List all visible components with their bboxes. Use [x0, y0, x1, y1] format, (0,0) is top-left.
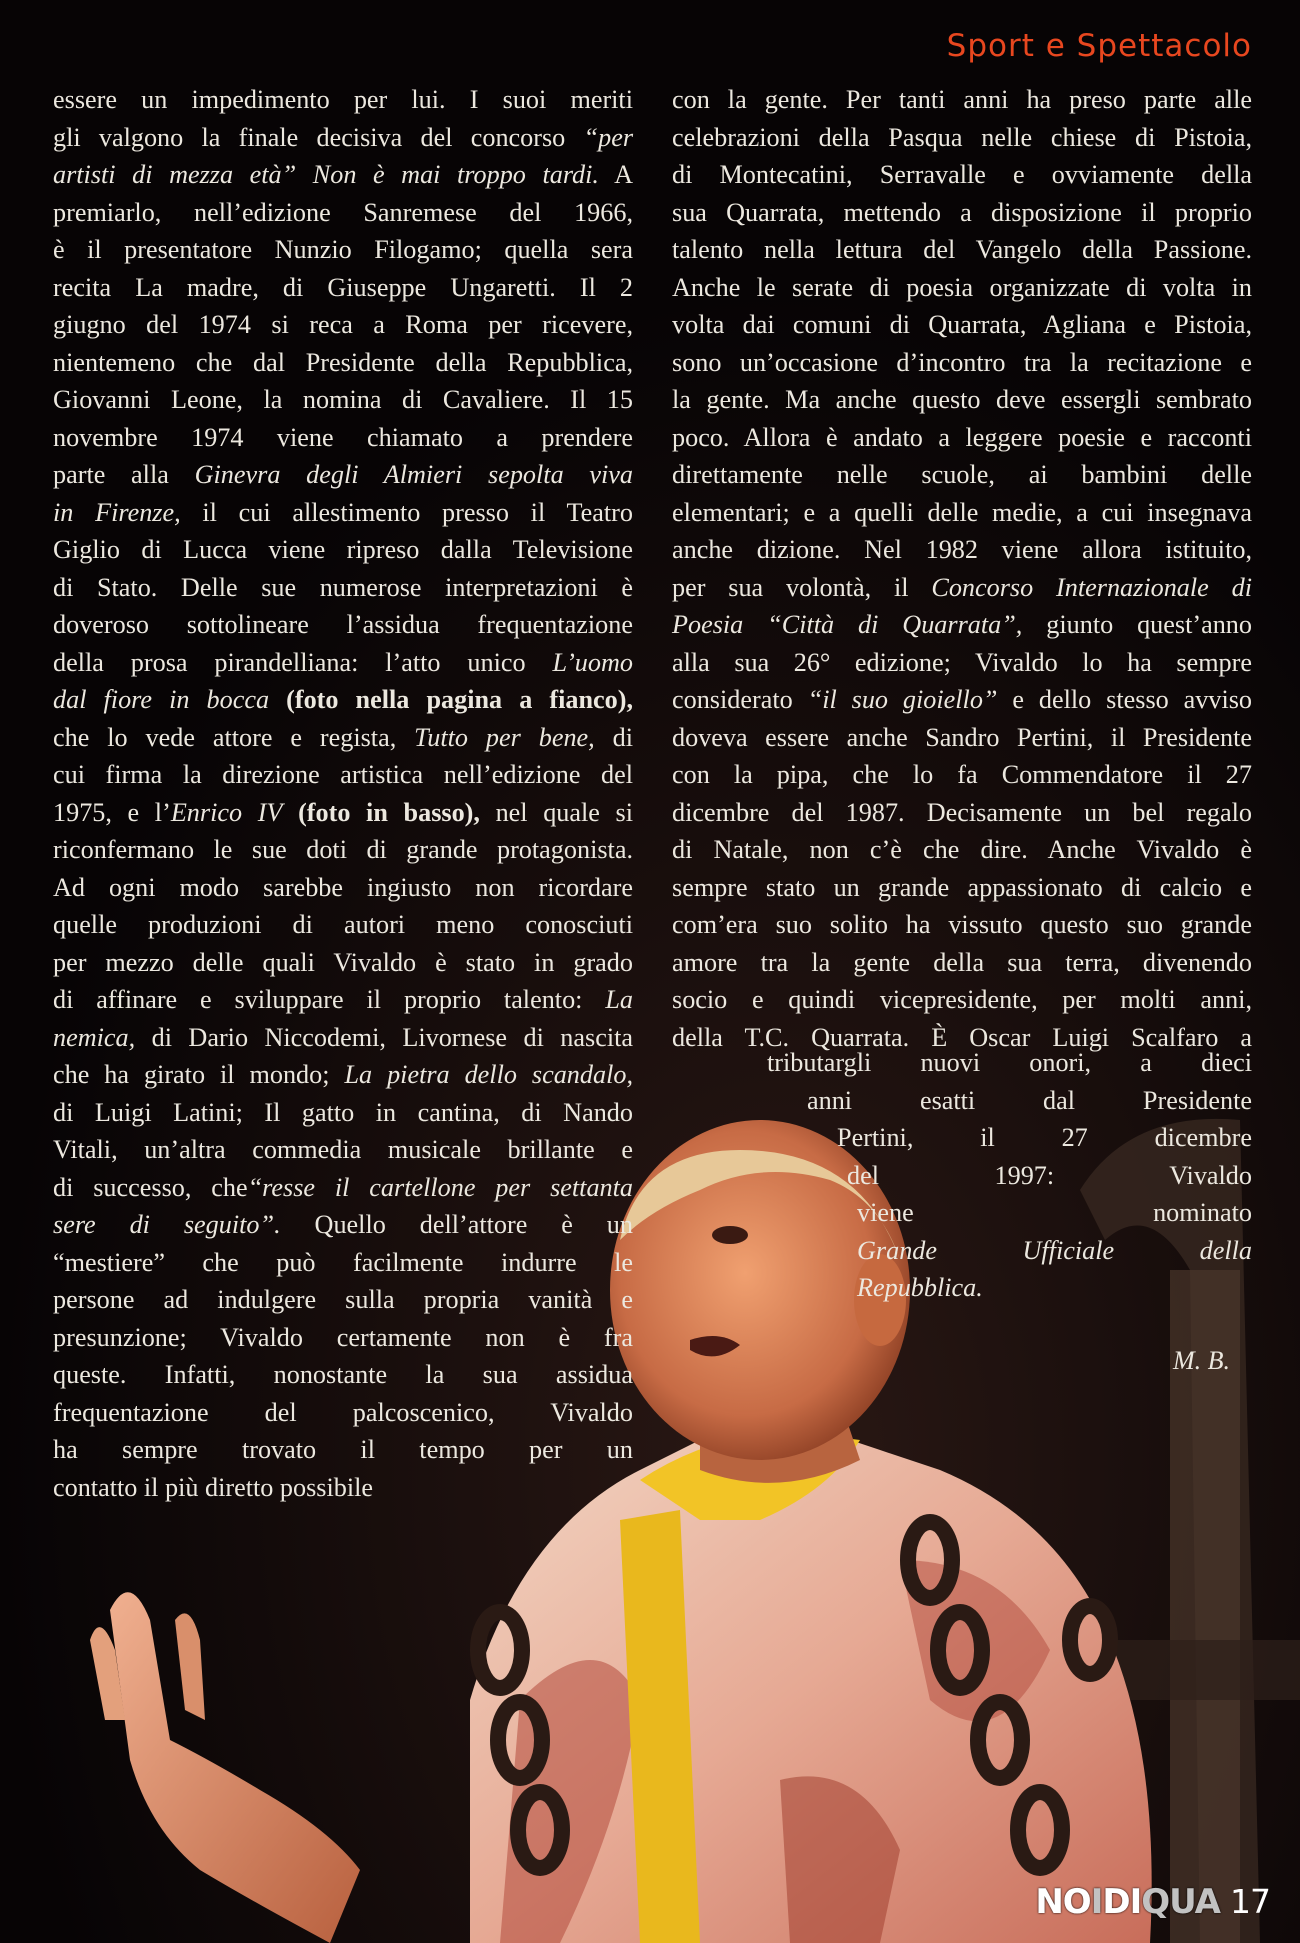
text-line: la gente. Ma anche questo deve essergli sembrato [672, 385, 1252, 414]
text-line: nemica, di Dario Niccodemi, Livornese di nascita [53, 1022, 634, 1052]
text-line: giugno del 1974 si reca a Roma per ricevere, [53, 310, 633, 339]
text-line: riconfermano le sue doti di grande protagonista. [53, 835, 633, 864]
text-line: recita La madre, di Giuseppe Ungaretti. Il 2 [53, 272, 633, 302]
text-line: che ha girato il mondo; La pietra dello scandalo, [53, 1060, 633, 1089]
text-line: gli valgono la finale decisiva del concorso “per [53, 122, 634, 152]
text-line: sua Quarrata, mettendo a disposizione il proprio [672, 197, 1252, 227]
text-line: di affinare e sviluppare il proprio talento: La [53, 985, 634, 1014]
text-line: considerato “il suo gioiello” e dello stesso avviso [672, 685, 1252, 714]
text-line: tributargli nuovi onori, a dieci [767, 1048, 1252, 1077]
author-signature: M. B. [1172, 1346, 1230, 1375]
text-line: novembre 1974 viene chiamato a prendere [53, 422, 633, 452]
text-line: contatto il più diretto possibile [53, 1472, 374, 1502]
text-line: frequentazione del palcoscenico, Vivaldo [53, 1397, 633, 1427]
text-line: Repubblica. [857, 1273, 983, 1302]
text-line: poco. Allora è andato a leggere poesie e racconti [672, 422, 1252, 452]
text-line: per mezzo delle quali Vivaldo è stato in grado [53, 947, 633, 977]
article-column-right-continued [767, 1044, 1252, 1307]
text-line: per sua volontà, il Concorso Internazionale di [672, 572, 1252, 602]
text-line: parte alla Ginevra degli Almieri sepolta viva [53, 460, 634, 489]
text-line: Grande Ufficiale della [857, 1235, 1252, 1265]
text-line: “mestiere” che può facilmente indurre le [53, 1247, 633, 1277]
text-line: di Natale, non c’è che dire. Anche Vivaldo è [672, 835, 1252, 864]
text-line: alla sua 26° edizione; Vivaldo lo ha sempre [672, 647, 1252, 677]
text-line: anche dizione. Nel 1982 viene allora istituito, [672, 535, 1252, 564]
text-line: ha sempre trovato il tempo per un [53, 1435, 633, 1464]
text-line: di successo, che“resse il cartellone per settanta [53, 1172, 634, 1202]
text-line: anni esatti dal Presidente [807, 1085, 1252, 1115]
text-line: socio e quindi vicepresidente, per molti anni, [672, 985, 1252, 1014]
text-line: queste. Infatti, nonostante la sua assidua [53, 1360, 633, 1389]
text-line: che lo vede attore e regista, Tutto per bene, di [53, 722, 634, 752]
text-line: premiarlo, nell’edizione Sanremese del 1966, [53, 197, 633, 227]
text-line: doveroso sottolineare l’assidua frequentazione [53, 610, 633, 639]
text-line: quelle produzioni di autori meno conosciuti [53, 910, 633, 939]
magazine-logo: NOIDIQUA [1035, 1882, 1220, 1922]
text-line: della T.C. Quarrata. È Oscar Luigi Scalfaro a [672, 1022, 1252, 1052]
text-line: in Firenze, il cui allestimento presso il Teatro [53, 497, 633, 527]
text-line: del 1997: Vivaldo [847, 1160, 1252, 1190]
text-line: Ad ogni modo sarebbe ingiusto non ricordare [53, 872, 633, 902]
text-line: sempre stato un grande appassionato di calcio e [672, 872, 1252, 902]
text-line: presunzione; Vivaldo certamente non è fra [53, 1322, 633, 1352]
text-line: Anche le serate di poesia organizzate di volta in [672, 272, 1252, 302]
text-line: 1975, e l’Enrico IV (foto in basso), nel quale si [53, 797, 634, 827]
text-line: com’era suo solito ha vissuto questo suo grande [672, 910, 1252, 939]
text-line: di Montecatini, Serravalle e ovviamente della [672, 160, 1252, 189]
text-line: celebrazioni della Pasqua nelle chiese di Pistoia, [672, 122, 1252, 152]
text-line: Giovanni Leone, la nomina di Cavaliere. Il 15 [53, 385, 633, 414]
text-line: Vitali, un’altra commedia musicale brillante e [53, 1135, 633, 1164]
text-line: artisti di mezza età” Non è mai troppo tardi. A [53, 160, 633, 189]
text-line: dal fiore in bocca (foto nella pagina a fianco), [53, 685, 634, 714]
text-line: Poesia “Città di Quarrata”, giunto quest’anno [672, 610, 1252, 639]
text-line: con la gente. Per tanti anni ha preso parte alle [672, 85, 1252, 114]
article-column-right [672, 81, 1252, 1056]
text-line: Giglio di Lucca viene ripreso dalla Televisione [53, 535, 633, 564]
text-line: volta dai comuni di Quarrata, Agliana e Pistoia, [672, 310, 1252, 339]
text-line: dicembre del 1987. Decisamente un bel regalo [672, 797, 1252, 827]
text-line: doveva essere anche Sandro Pertini, il Presidente [672, 722, 1252, 752]
text-line: di Luigi Latini; Il gatto in cantina, di Nando [53, 1097, 633, 1127]
text-line: cui firma la direzione artistica nell’edizione del [53, 760, 633, 789]
text-line: sere di seguito”. Quello dell’attore è un [53, 1210, 633, 1239]
text-line: Pertini, il 27 dicembre [837, 1123, 1252, 1152]
section-title: Sport e Spettacolo [946, 28, 1252, 64]
page-number: 17 [1230, 1882, 1270, 1921]
text-line: direttamente nelle scuole, ai bambini delle [672, 460, 1252, 489]
text-line: viene nominato [857, 1198, 1252, 1227]
text-line: nientemeno che dal Presidente della Repubblica, [53, 347, 633, 377]
text-line: essere un impedimento per lui. I suoi meriti [53, 85, 633, 114]
text-line: sono un’occasione d’incontro tra la recitazione e [672, 347, 1252, 377]
text-line: amore tra la gente della sua terra, divenendo [672, 947, 1252, 977]
text-line: talento nella lettura del Vangelo della Passione. [672, 235, 1252, 264]
text-line: con la pipa, che lo fa Commendatore il 27 [672, 760, 1252, 789]
text-line: della prosa pirandelliana: l’atto unico L’uomo [53, 647, 633, 677]
text-line: è il presentatore Nunzio Filogamo; quella sera [53, 235, 633, 264]
text-line: elementari; e a quelli delle medie, a cui insegnava [672, 497, 1252, 527]
text-line: persone ad indulgere sulla propria vanità e [53, 1285, 633, 1314]
article-column-left [53, 81, 633, 1506]
text-line: di Stato. Delle sue numerose interpretazioni è [53, 572, 633, 602]
footer [1035, 1882, 1270, 1922]
